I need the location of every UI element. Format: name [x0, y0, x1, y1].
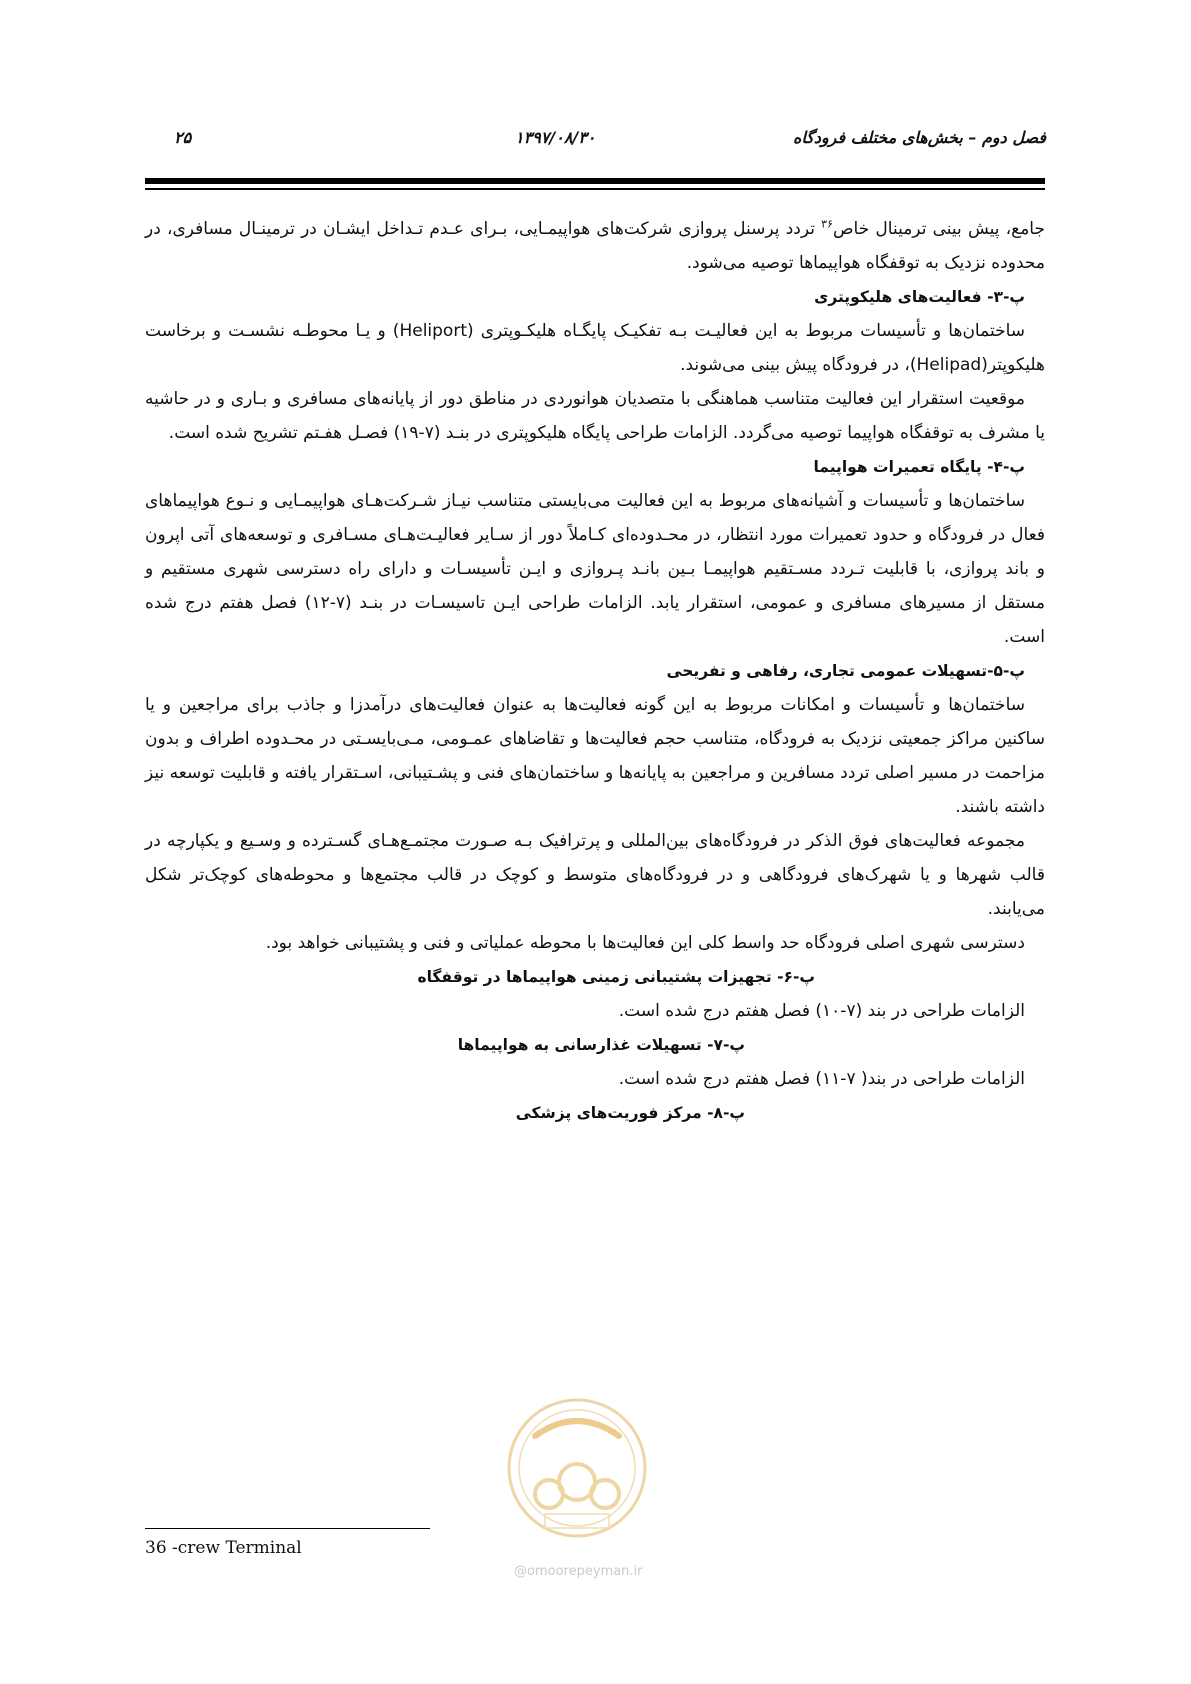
document-date: ۱۳۹۷/۰۸/۳۰: [515, 128, 596, 147]
paragraph: ساختمان‌ها و تأسیسات مربوط به این فعالیـت بـه تفکیـک پایگـاه هلیکـوپتری (Heliport) و یـا محوطـه نشسـت و برخاست هلیکوپتر(Helipad)، در فرودگاه پیش بینی می‌شوند.: [145, 321, 1045, 375]
watermark-logo-icon: [505, 1396, 649, 1540]
chapter-title: فصل دوم – بخش‌های مختلف فرودگاه: [792, 128, 1046, 147]
body-text: [145, 212, 1045, 1130]
section-heading: پ-۳- فعالیت‌های هلیکوپتری: [814, 288, 1025, 306]
header-rule-thick: [145, 178, 1045, 184]
footnote-ref[interactable]: ۳۶: [821, 217, 833, 231]
paragraph: دسترسی شهری اصلی فرودگاه حد واسط کلی این فعالیت‌ها با محوطه عملیاتی و فنی و پشتیبانی خواهد بود.: [265, 933, 1025, 953]
paragraph: ساختمان‌ها و تأسیسات و امکانات مربوط به این گونه فعالیت‌ها به عنوان فعالیت‌های درآمدزا و جاذب برای مراجعین و یا ساکنین مراکز جمعیتی نزدیک به فرودگاه، متناسب حجم فعالیت‌ها و تقاضاهای عمـومی، مـی‌بایسـتی در محـدوده اطراف و بدون مزاحمت در مسیر اصلی تردد مسافرین و مراجعین به پایانه‌ها و ساختمان‌های فنی و پشـتیبانی، اسـتقرار یافته و قابلیت توسعه نیز داشته باشند.: [145, 695, 1045, 817]
paragraph: موقعیت استقرار این فعالیت متناسب هماهنگی با متصدیان هوانوردی در مناطق دور از پایانه‌های مسافری و بـاری و در حاشیه یا مشرف به توقفگاه هواپیما توصیه می‌گردد. الزامات طراحی پایگاه هلیکوپتری در بنـد (۷-۱۹) فصـل هفـتم تشریح شده است.: [145, 389, 1045, 443]
paragraph: الزامات طراحی در بند (۷-۱۰) فصل هفتم درج شده است.: [618, 1001, 1025, 1021]
paragraph: ساختمان‌ها و تأسیسات و آشیانه‌های مربوط به این فعالیت می‌بایستی متناسب نیـاز شـرکت‌هـای هواپیمـایی و نـوع هواپیماهای فعال در فرودگاه و حدود تعمیرات مورد انتظار، در محـدوده‌ای کـاملاً دور از سـایر فعالیـت‌هـای مسـافری و توسعه‌های آتی اپرون و باند پروازی، با قابلیت تـردد مسـتقیم هواپیمـا بـین بانـد پـروازی و ایـن تأسیسـات و دارای راه دسترسی شهری مستقیم و مستقل از مسیرهای مسافری و عمومی، استقرار یابد. الزامات طراحی ایـن تاسیسـات در بنـد (۷-۱۲) فصل هفتم درج شده است.: [145, 491, 1046, 647]
section-heading: پ-۴- پایگاه تعمیرات هواپیما: [813, 458, 1025, 476]
section-heading: پ-۷- تسهیلات غذارسانی به هواپیماها: [457, 1036, 745, 1054]
paragraph: مجموعه فعالیت‌های فوق الذکر در فرودگاه‌های بین‌المللی و پرترافیک بـه صـورت مجتمـع‌هـای گسـترده و وسـیع و یکپارچه در قالب شهرها و یا شهرک‌های فرودگاهی و در فرودگاه‌های متوسط و کوچک در قالب مجتمع‌ها و محوطه‌های کوچک‌تر شکل می‌یابند.: [145, 831, 1045, 919]
footnote-rule: [145, 1528, 430, 1529]
footnote-text: 36 -crew Terminal: [145, 1538, 302, 1558]
header-rule-thin: [145, 188, 1045, 190]
watermark-site: @omoorepeyman.ir: [514, 1564, 643, 1579]
section-heading: پ-۶- تجهیزات پشتیبانی زمینی هواپیماها در توقفگاه: [417, 968, 815, 986]
paragraph: جامع، پیش بینی ترمینال خاص$^{۳۶}$ تردد پرسنل پروازی شرکت‌های هواپیمـایی، بـرای عـدم تـداخل ایشـان در ترمینـال مسافری، در محدوده نزدیک به توقفگاه هواپیماها توصیه می‌شود.: [145, 217, 1045, 273]
page-number: ۲۵: [174, 128, 192, 147]
section-heading: پ-۵-تسهیلات عمومی تجاری، رفاهی و تفریحی: [666, 662, 1025, 680]
paragraph: الزامات طراحی در بند( ۷-۱۱) فصل هفتم درج شده است.: [618, 1069, 1025, 1089]
section-heading: پ-۸- مرکز فوریت‌های پزشکی: [515, 1104, 745, 1122]
